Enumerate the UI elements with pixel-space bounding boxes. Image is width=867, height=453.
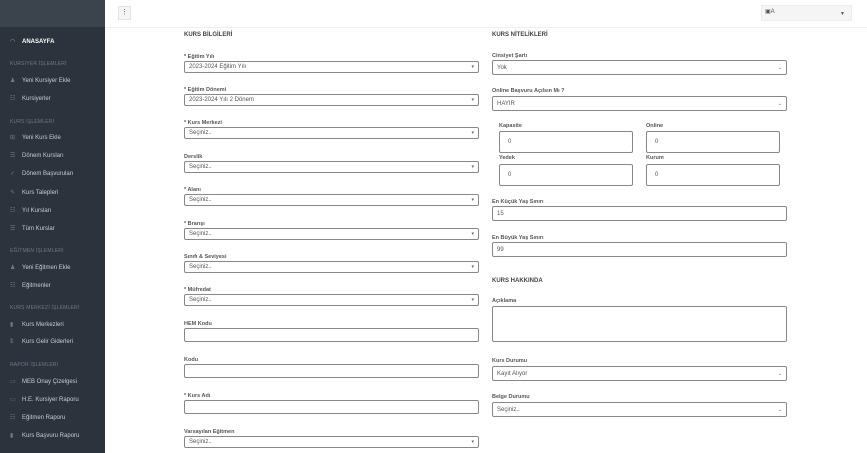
section-title-kurs-hakkinda: KURS HAKKINDA: [492, 278, 543, 284]
sidebar-section-title: EĞİTMEN İŞLEMLERİ: [10, 248, 64, 254]
field-label: Varsayılan Eğitmen: [184, 429, 235, 435]
section-title-kurs-bilgileri: KURS BİLGİLERİ: [184, 32, 233, 38]
caret-down-icon: ▾: [471, 439, 474, 445]
field-label: Derslik: [184, 154, 203, 160]
menu-item-icon: ☷: [10, 415, 16, 421]
select-field[interactable]: Seçiniz.. ▾: [184, 127, 479, 139]
text-input[interactable]: [184, 328, 479, 342]
select-field[interactable]: 2023-2024 Eğitim Yılı ▾: [184, 61, 479, 73]
menu-item-icon: ▭: [10, 397, 16, 403]
menu-item-icon: ☰: [10, 153, 16, 159]
dashboard-icon: ◠: [10, 39, 16, 45]
divider: [105, 27, 867, 28]
menu-item-icon: ▭: [10, 379, 16, 385]
sidebar-item[interactable]: ♟ Yeni Eğitmen Ekle: [10, 264, 71, 271]
caret-down-icon: ▾: [471, 64, 474, 70]
field-label: Kodu: [184, 357, 199, 363]
flag-icon: ▣: [765, 9, 771, 15]
caret-down-icon: ▾: [471, 97, 474, 103]
menu-item-icon: ▮: [10, 433, 14, 439]
sidebar-item[interactable]: ☰ Dönem Kursları: [10, 152, 64, 159]
menu-item-icon: ☷: [10, 96, 16, 102]
min-age-input[interactable]: 15: [492, 206, 787, 221]
field-label: Sınıfı & Seviyesi: [184, 254, 227, 260]
sidebar-item[interactable]: ⊞ Yeni Kurs Ekle: [10, 134, 61, 141]
menu-item-icon: ✎: [10, 190, 16, 196]
field-label: * Müfredat: [184, 287, 211, 293]
sidebar-item[interactable]: ☰ Tüm Kurslar: [10, 225, 55, 232]
sidebar-item[interactable]: ♟ Yeni Kursiyer Ekle: [10, 77, 71, 84]
online-capacity-label: Online: [646, 123, 664, 129]
chevron-down-icon: ⌄: [777, 100, 782, 107]
course-status-select[interactable]: Kayıt Alıyor ⌄: [492, 366, 787, 381]
reserve-input[interactable]: 0: [499, 164, 633, 186]
text-input[interactable]: [184, 400, 479, 414]
sidebar-item[interactable]: ✎ Kurs Talepleri: [10, 189, 59, 196]
section-title-kurs-nitelikleri: KURS NİTELİKLERİ: [492, 32, 548, 38]
document-status-select[interactable]: Seçiniz.. ⌄: [492, 402, 787, 417]
document-status-label: Belge Durumu: [492, 394, 530, 400]
field-label: * Kurs Adı: [184, 393, 211, 399]
chevron-down-icon: ⌄: [777, 406, 782, 413]
capacity-input[interactable]: 0: [499, 131, 633, 153]
description-textarea[interactable]: [492, 306, 787, 342]
sidebar-section-title: KURS İŞLEMLERİ: [10, 119, 55, 125]
sidebar-item[interactable]: ☷ Eğitmen Raporu: [10, 414, 66, 421]
sidebar-item-home[interactable]: ◠ ANASAYFA: [10, 38, 55, 45]
menu-item-icon: ☰: [10, 226, 16, 232]
menu-item-icon: ⊞: [10, 135, 16, 141]
institution-label: Kurum: [646, 155, 664, 161]
field-label: * Eğitim Yılı: [184, 54, 215, 60]
field-label: * Alanı: [184, 187, 201, 193]
menu-item-icon: $: [10, 339, 14, 345]
sidebar-section-title: KURSİYER İŞLEMLERİ: [10, 61, 67, 67]
sidebar-item[interactable]: ▮ Kurs Başvuru Raporu: [10, 432, 80, 439]
select-field[interactable]: Seçiniz.. ▾: [184, 161, 479, 173]
sidebar-logo-area: [0, 0, 105, 27]
online-application-select[interactable]: HAYIR ⌄: [492, 96, 787, 111]
max-age-input[interactable]: 99: [492, 242, 787, 257]
chevron-down-icon: ⌄: [777, 370, 782, 377]
caret-down-icon: ▼: [840, 11, 845, 17]
chevron-down-icon: ⌄: [777, 64, 782, 71]
select-field[interactable]: 2023-2024 Yılı 2 Dönem ▾: [184, 94, 479, 106]
max-age-label: En Büyük Yaş Sınırı: [492, 235, 544, 241]
description-label: Açıklama: [492, 298, 517, 304]
sidebar-item[interactable]: $ Kurs Gelir Giderleri: [10, 339, 74, 345]
select-field[interactable]: Seçiniz.. ▾: [184, 436, 479, 448]
select-field[interactable]: Seçiniz.. ▾: [184, 194, 479, 206]
sidebar-item[interactable]: ▭ MEB Onay Çizelgesi: [10, 378, 78, 385]
institution-input[interactable]: 0: [646, 164, 780, 186]
sidebar-item[interactable]: ✓ Dönem Başvuruları: [10, 170, 74, 177]
sidebar-section-title: RAPOR İŞLEMLERİ: [10, 362, 59, 368]
sidebar-section-title: KURS MERKEZİ İŞLEMLERİ: [10, 305, 80, 311]
sidebar-item[interactable]: ▮ Kurs Merkezleri: [10, 321, 64, 328]
menu-item-icon: ♟: [10, 78, 16, 84]
capacity-label: Kapasite: [499, 123, 522, 129]
menu-item-icon: ♟: [10, 265, 16, 271]
gender-label: Cinsiyet Şartı: [492, 53, 528, 59]
gender-select[interactable]: Yok ⌄: [492, 60, 787, 75]
caret-down-icon: ▾: [471, 297, 474, 303]
select-field[interactable]: Seçiniz.. ▾: [184, 261, 479, 273]
course-status-label: Kurs Durumu: [492, 358, 528, 364]
caret-down-icon: ▾: [471, 130, 474, 136]
sidebar-item[interactable]: ▭ H.E. Kursiyer Raporu: [10, 396, 79, 403]
field-label: * Branşı: [184, 221, 205, 227]
sidebar-item[interactable]: ☷ Kursiyerler: [10, 95, 51, 102]
menu-toggle-button[interactable]: ⋮: [118, 6, 131, 20]
caret-down-icon: ▾: [471, 231, 474, 237]
field-label: * Kurs Merkezi: [184, 120, 222, 126]
select-field[interactable]: Seçiniz.. ▾: [184, 294, 479, 306]
language-select[interactable]: ▣A ▼: [761, 5, 852, 21]
menu-item-icon: ▮: [10, 322, 14, 328]
field-label: * Eğitim Dönemi: [184, 87, 227, 93]
caret-down-icon: ▾: [471, 197, 474, 203]
caret-down-icon: ▾: [471, 164, 474, 170]
menu-item-icon: ☷: [10, 208, 16, 214]
select-field[interactable]: Seçiniz.. ▾: [184, 228, 479, 240]
min-age-label: En Küçük Yaş Sınırı: [492, 199, 544, 205]
online-application-label: Online Başvuru Açılsın Mı ?: [492, 88, 565, 94]
menu-item-icon: ☷: [10, 283, 16, 289]
menu-item-icon: ✓: [10, 171, 16, 177]
text-input[interactable]: [184, 364, 479, 378]
sidebar-item[interactable]: ☷ Eğitmenler: [10, 282, 51, 289]
caret-down-icon: ▾: [471, 264, 474, 270]
reserve-label: Yedek: [499, 155, 515, 161]
field-label: HEM Kodu: [184, 321, 212, 327]
online-capacity-input[interactable]: 0: [646, 131, 780, 153]
sidebar-item[interactable]: ☷ Yıl Kursları: [10, 207, 52, 214]
